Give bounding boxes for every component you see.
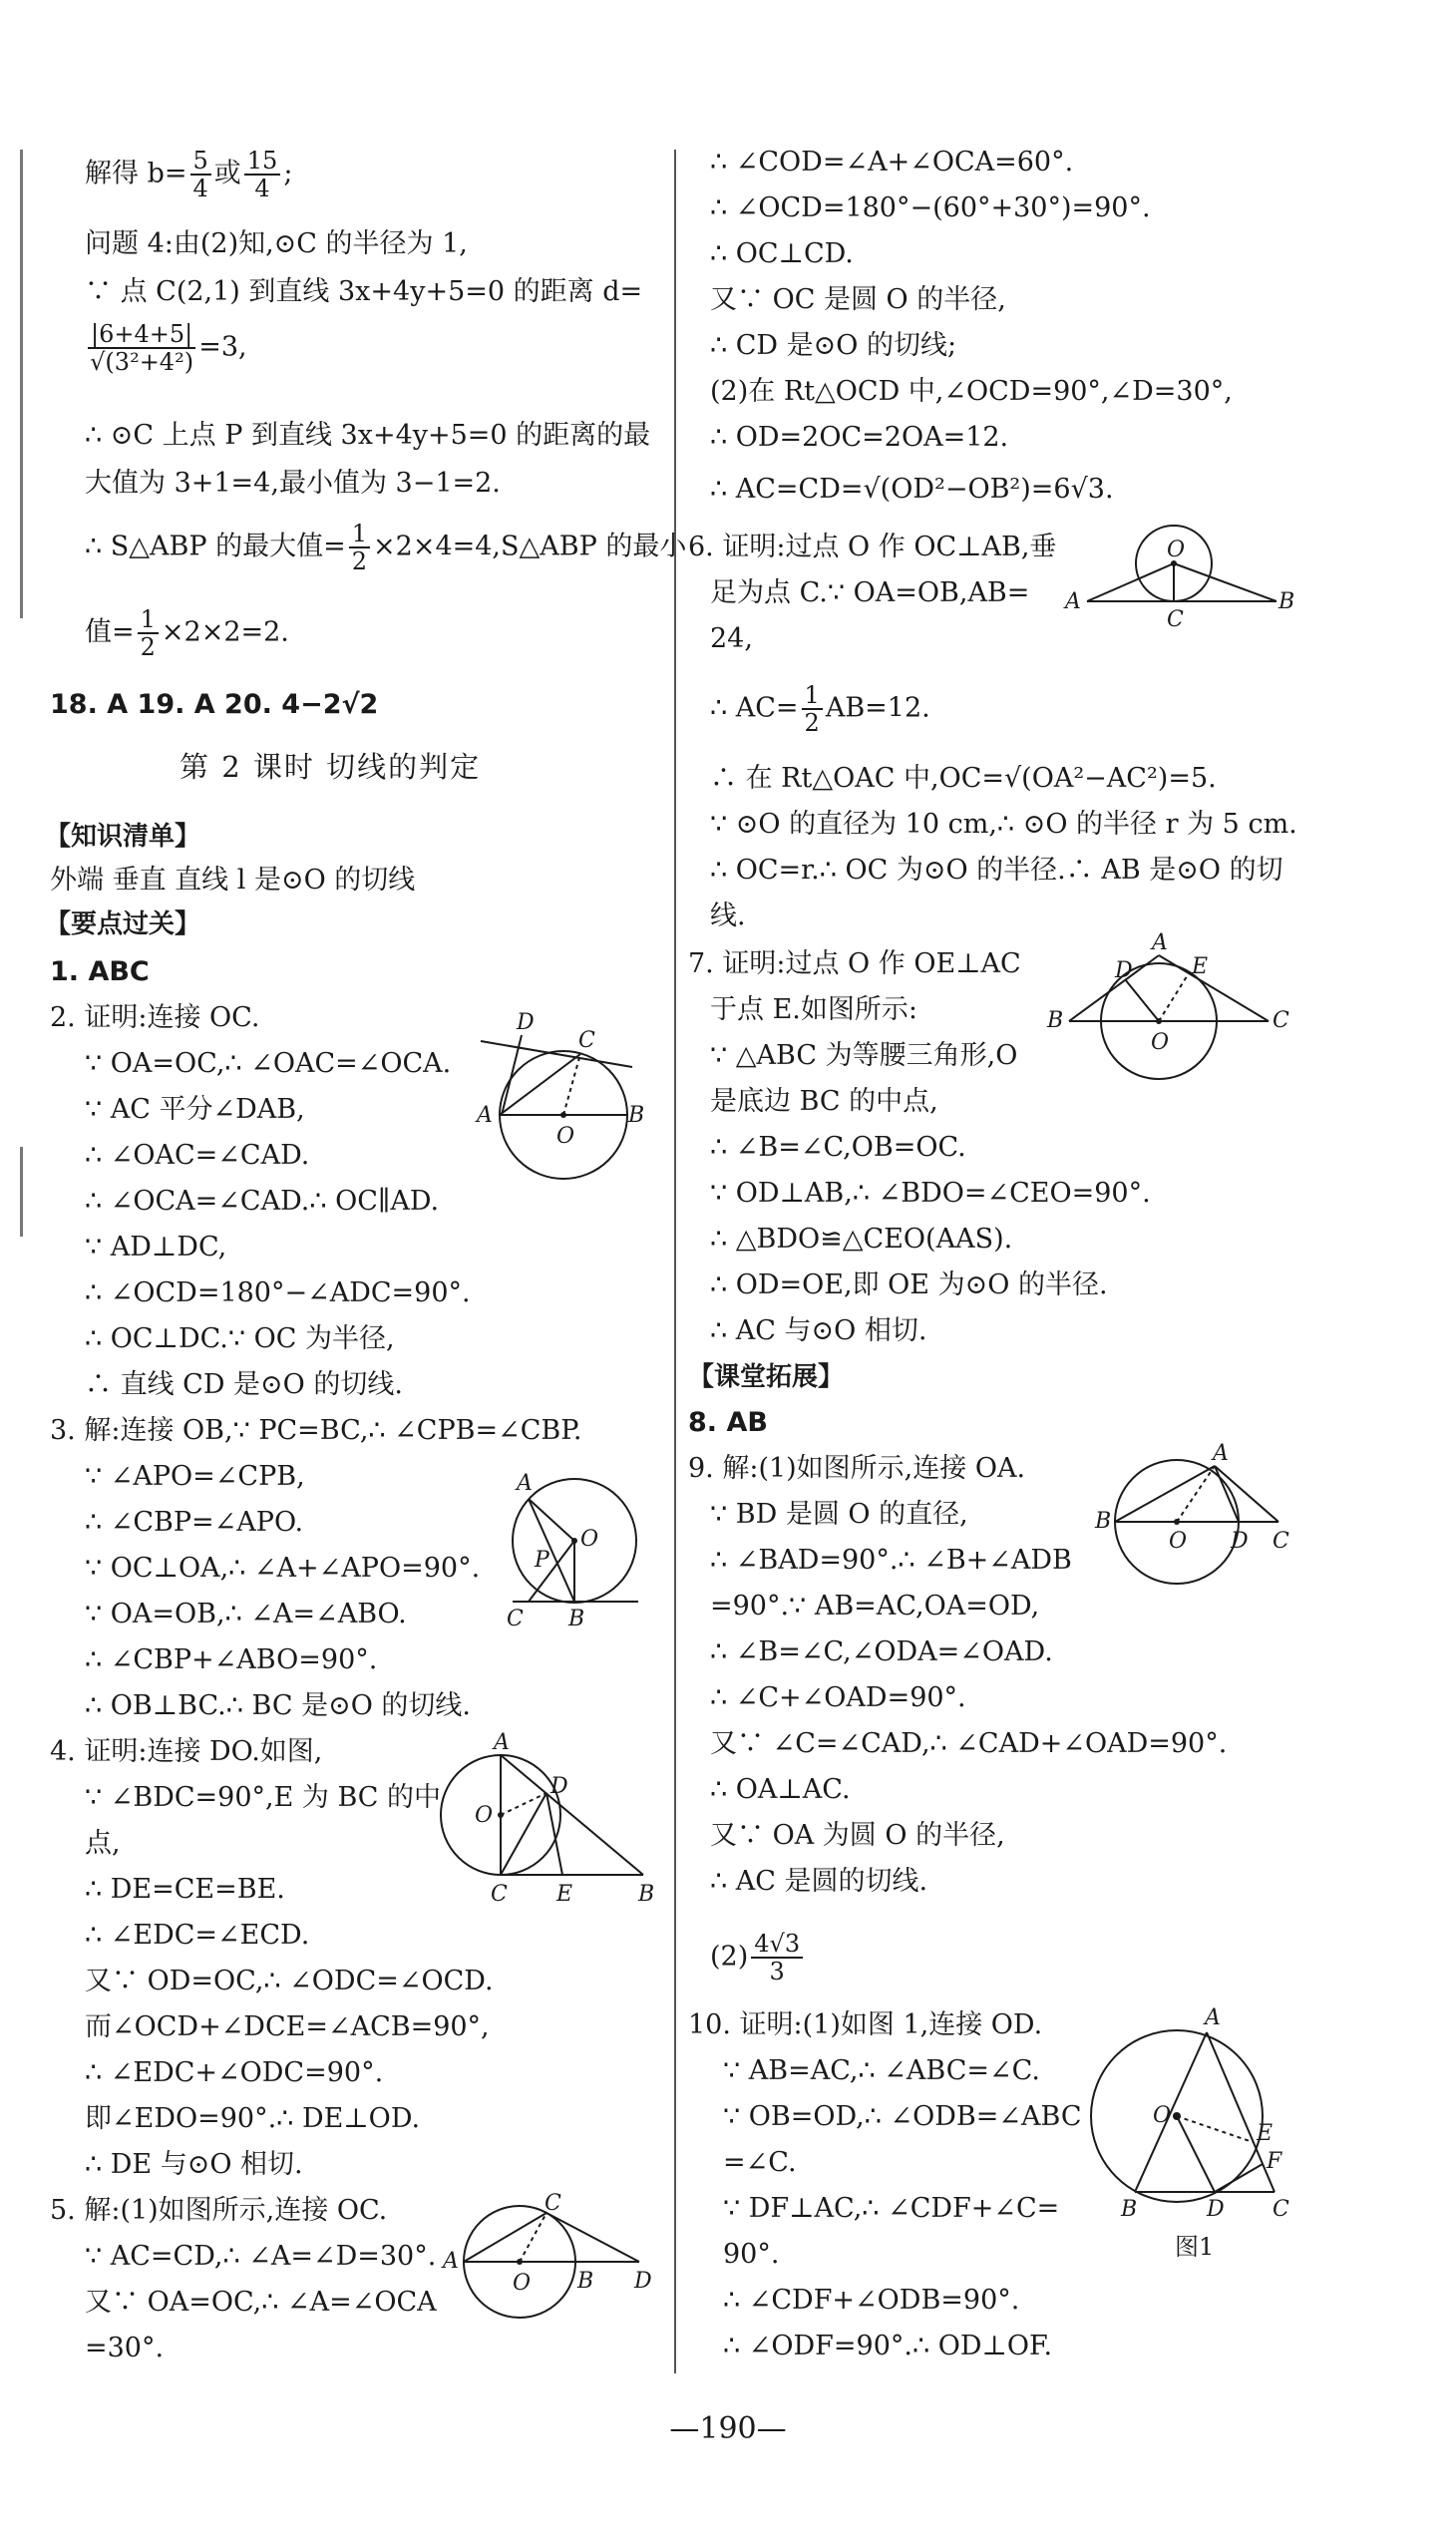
q10-line: ∵ AB=AC,∴ ∠ABC=∠C.: [723, 2055, 1040, 2086]
svg-text:B: B: [1121, 2197, 1138, 2222]
q4-line: ∴ DE=CE=BE.: [85, 1874, 285, 1905]
q9-line: 又∵ ∠C=∠CAD,∴ ∠CAD+∠OAD=90°.: [710, 1728, 1228, 1759]
figure-q5: [435, 2191, 664, 2324]
figure-q3: [489, 1466, 668, 1655]
q2-line: 2. 证明:连接 OC.: [50, 1002, 260, 1033]
svg-text:D: D: [1231, 1529, 1249, 1554]
q6-line: ∵ ⊙O 的直径为 10 cm,∴ ⊙O 的半径 r 为 5 cm.: [710, 809, 1297, 840]
q9-line: 又∵ OA 为圆 O 的半径,: [710, 1820, 1005, 1851]
q7-line: ∵ OD⊥AB,∴ ∠BDO=∠CEO=90°.: [710, 1178, 1151, 1209]
knowledge-answer: 外端 垂直 直线 l 是⊙O 的切线: [50, 865, 416, 896]
svg-text:O: O: [1167, 538, 1186, 562]
svg-text:B: B: [568, 1607, 585, 1631]
answer-q8: 8. AB: [688, 1407, 768, 1438]
q10-line: 90°.: [723, 2239, 780, 2270]
q6-line: 线.: [710, 901, 746, 931]
q6-line: ∴ OC=r.∴ OC 为⊙O 的半径.∴ AB 是⊙O 的切: [710, 855, 1283, 886]
svg-text:D: D: [1115, 958, 1133, 983]
svg-text:O: O: [580, 1527, 599, 1552]
q2-line: ∴ 直线 CD 是⊙O 的切线.: [85, 1369, 403, 1400]
q4-line: 即∠EDO=90°.∴ DE⊥OD.: [85, 2103, 421, 2134]
figure-q7: [1037, 930, 1306, 1107]
q9-line: ∴ AC 是圆的切线.: [710, 1866, 928, 1897]
svg-text:B: B: [1095, 1509, 1112, 1534]
q4-line: 4. 证明:连接 DO.如图,: [50, 1736, 323, 1767]
svg-text:B: B: [638, 1882, 655, 1907]
svg-text:C: C: [507, 1607, 524, 1631]
q2-line: ∴ ∠OCD=180°−∠ADC=90°.: [85, 1277, 471, 1308]
page-number: —190—: [669, 2411, 787, 2446]
fraction: $\frac{1}{2}$: [802, 682, 823, 736]
q9-line: ∴ ∠B=∠C,∠ODA=∠OAD.: [710, 1636, 1053, 1667]
q4-line: 点,: [85, 1828, 121, 1859]
q9-line: ∴ OA⊥AC.: [710, 1774, 851, 1805]
q2-line: ∴ OC⊥DC.∵ OC 为半径,: [85, 1323, 395, 1354]
q5-cont-line: 又∵ OC 是圆 O 的半径,: [710, 284, 1006, 315]
q10-line: ∴ ∠ODF=90°.∴ OD⊥OF.: [723, 2331, 1053, 2361]
fraction: $\frac{|6+4+5|}{\text{√(3²+4²)}}$: [88, 321, 195, 375]
binding-edge-line: [20, 150, 23, 618]
q5-cont-line: (2)在 Rt△OCD 中,∠OCD=90°,∠D=30°,: [710, 376, 1233, 407]
q7-line: 7. 证明:过点 O 作 OE⊥AC: [688, 948, 1021, 979]
figure-q10: [1077, 2004, 1316, 2234]
q9-line: ∴ ∠BAD=90°.∴ ∠B+∠ADB: [710, 1545, 1072, 1576]
q9-line: =90°.∵ AB=AC,OA=OD,: [710, 1591, 1040, 1622]
svg-text:O: O: [1153, 2103, 1172, 2128]
figure-q9: [1087, 1441, 1306, 1584]
svg-text:O: O: [1169, 1529, 1188, 1554]
q5-line: 又∵ OA=OC,∴ ∠A=∠OCA: [85, 2287, 437, 2318]
svg-text:O: O: [475, 1803, 494, 1828]
lesson-title: 第 2 课时 切线的判定: [180, 750, 482, 784]
fraction: $\frac{1}{2}$: [349, 521, 370, 574]
q7-line: ∴ ∠B=∠C,OB=OC.: [710, 1132, 966, 1163]
svg-text:C: C: [491, 1882, 508, 1907]
q10-line: =∠C.: [723, 2147, 797, 2178]
q9-part2: (2) $\frac{4√3}{3}$: [710, 1931, 806, 1985]
q5-cont-line: ∴ CD 是⊙O 的切线;: [710, 330, 957, 361]
q5-cont-line: ∴ OD=2OC=2OA=12.: [710, 422, 1009, 453]
q3-line: ∵ ∠APO=∠CPB,: [85, 1461, 305, 1492]
svg-text:C: C: [578, 1028, 595, 1053]
q2-line: ∴ ∠OAC=∠CAD.: [85, 1140, 310, 1171]
svg-text:P: P: [535, 1548, 549, 1573]
q3-line: ∴ ∠CBP=∠APO.: [85, 1507, 304, 1538]
text-line: 问题 4:由(2)知,⊙C 的半径为 1,: [85, 228, 468, 259]
q3-line: ∴ OB⊥BC.∴ BC 是⊙O 的切线.: [85, 1690, 472, 1721]
figure-q4: [439, 1730, 658, 1915]
svg-text:C: C: [1273, 1529, 1289, 1554]
figure-caption: 图1: [1175, 2233, 1215, 2261]
section-class-extension: 【课堂拓展】: [688, 1362, 845, 1392]
svg-text:A: A: [1213, 1441, 1229, 1466]
figure-q2: [469, 1007, 668, 1187]
text-line: ∴ S△ABP 的最大值= $\frac{1}{2}$ ×2×4=4,S△ABP 的最小: [85, 520, 687, 575]
q6-line: 24,: [710, 623, 753, 654]
q5-line: ∵ AC=CD,∴ ∠A=∠D=30°.: [85, 2241, 437, 2272]
text-line: 值= $\frac{1}{2}$ ×2×2=2.: [85, 605, 289, 661]
q4-line: ∴ ∠EDC+∠ODC=90°.: [85, 2057, 384, 2088]
q4-line: 又∵ OD=OC,∴ ∠ODC=∠OCD.: [85, 1966, 494, 1996]
svg-text:E: E: [1192, 954, 1209, 979]
q3-line: 3. 解:连接 OB,∵ PC=BC,∴ ∠CPB=∠CBP.: [50, 1415, 582, 1446]
q7-line: 是底边 BC 的中点,: [710, 1086, 938, 1117]
q6-line: ∴ AC= $\frac{1}{2}$ AB=12.: [710, 681, 930, 737]
q7-line: ∵ △ABC 为等腰三角形,O: [710, 1040, 1018, 1071]
svg-text:A: A: [443, 2249, 459, 2274]
q2-line: ∴ ∠OCA=∠CAD.∴ OC∥AD.: [85, 1186, 440, 1217]
svg-text:C: C: [545, 2191, 561, 2216]
svg-text:D: D: [634, 2269, 652, 2294]
text-line: $\frac{|6+4+5|}{\text{√(3²+4²)}}$ =3,: [85, 321, 247, 375]
svg-text:O: O: [513, 2271, 532, 2296]
q10-line: ∵ OB=OD,∴ ∠ODB=∠ABC: [723, 2101, 1082, 2132]
answer-q1: 1. ABC: [50, 956, 150, 987]
q9-line: 9. 解:(1)如图所示,连接 OA.: [688, 1453, 1026, 1484]
q2-line: ∵ AD⊥DC,: [85, 1232, 227, 1263]
svg-text:B: B: [1047, 1008, 1064, 1033]
q7-line: 于点 E.如图所示:: [710, 994, 917, 1025]
q7-line: ∴ AC 与⊙O 相切.: [710, 1315, 927, 1346]
q3-line: ∵ OA=OB,∴ ∠A=∠ABO.: [85, 1599, 407, 1629]
q5-line: =30°.: [85, 2333, 165, 2363]
svg-text:C: C: [1273, 1008, 1289, 1033]
svg-text:E: E: [1257, 2121, 1274, 2146]
q3-line: ∴ ∠CBP+∠ABO=90°.: [85, 1644, 378, 1675]
fraction: $\frac{5}{4}$: [190, 148, 211, 201]
section-knowledge: 【知识清单】: [45, 822, 201, 852]
svg-text:O: O: [556, 1124, 575, 1149]
svg-text:B: B: [628, 1103, 645, 1128]
column-divider: [674, 150, 676, 2373]
q5-cont-line: ∴ AC=CD=√(OD²−OB²)=6√3.: [710, 474, 1114, 505]
fraction: $\frac{1}{2}$: [138, 606, 159, 660]
q5-line: 5. 解:(1)如图所示,连接 OC.: [50, 2195, 388, 2226]
text-line: ∵ 点 C(2,1) 到直线 3x+4y+5=0 的距离 d=: [85, 276, 643, 307]
svg-text:F: F: [1267, 2149, 1282, 2174]
svg-text:A: A: [477, 1103, 493, 1128]
q5-cont-line: ∴ OC⊥CD.: [710, 238, 854, 269]
svg-text:A: A: [1205, 2005, 1221, 2030]
q5-cont-line: ∴ ∠OCD=180°−(60°+30°)=90°.: [710, 192, 1151, 223]
q4-line: ∴ ∠EDC=∠ECD.: [85, 1920, 310, 1951]
q10-line: ∵ DF⊥AC,∴ ∠CDF+∠C=: [723, 2193, 1060, 2224]
svg-text:O: O: [1151, 1030, 1170, 1055]
svg-text:B: B: [577, 2269, 594, 2294]
svg-text:E: E: [556, 1882, 573, 1907]
q7-line: ∴ △BDO≌△CEO(AAS).: [710, 1224, 1013, 1255]
q2-line: ∵ AC 平分∠DAB,: [85, 1094, 305, 1125]
svg-text:B: B: [1278, 589, 1295, 614]
q7-line: ∴ OD=OE,即 OE 为⊙O 的半径.: [710, 1269, 1108, 1300]
q4-line: 而∠OCD+∠DCE=∠ACB=90°,: [85, 2011, 490, 2042]
q3-line: ∵ OC⊥OA,∴ ∠A+∠APO=90°.: [85, 1553, 481, 1584]
svg-text:C: C: [1167, 607, 1184, 632]
q2-line: ∵ OA=OC,∴ ∠OAC=∠OCA.: [85, 1048, 452, 1079]
text-line: 大值为 3+1=4,最小值为 3−1=2.: [85, 468, 501, 499]
fraction: $\frac{4√3}{3}$: [751, 1931, 803, 1985]
q9-line: ∴ ∠C+∠OAD=90°.: [710, 1682, 966, 1713]
q4-line: ∴ DE 与⊙O 相切.: [85, 2149, 303, 2180]
figure-q6: [1057, 519, 1316, 648]
answers-18-20: 18. A 19. A 20. 4−2√2: [50, 689, 379, 720]
q9-line: ∵ BD 是圆 O 的直径,: [710, 1499, 968, 1530]
svg-text:A: A: [1152, 930, 1168, 955]
section-key-points: 【要点过关】: [45, 909, 201, 939]
text-line: ∴ ⊙C 上点 P 到直线 3x+4y+5=0 的距离的最: [85, 420, 651, 451]
svg-text:A: A: [494, 1730, 510, 1755]
q4-line: ∵ ∠BDC=90°,E 为 BC 的中: [85, 1782, 442, 1813]
svg-text:D: D: [550, 1774, 568, 1799]
svg-text:A: A: [1065, 589, 1081, 614]
q6-line: 足为点 C.∵ OA=OB,AB=: [710, 577, 1030, 608]
svg-text:D: D: [1207, 2197, 1225, 2222]
text-line: 解得 b= $\frac{5}{4}$ 或 $\frac{15}{4}$ ;: [85, 147, 293, 202]
q10-line: ∴ ∠CDF+∠ODB=90°.: [723, 2285, 1020, 2316]
q6-line: 6. 证明:过点 O 作 OC⊥AB,垂: [688, 532, 1057, 562]
svg-text:A: A: [517, 1471, 533, 1496]
fraction: $\frac{15}{4}$: [244, 148, 281, 201]
binding-edge-line: [20, 1147, 23, 1237]
svg-text:D: D: [517, 1010, 535, 1035]
q10-line: 10. 证明:(1)如图 1,连接 OD.: [688, 2009, 1043, 2040]
q5-cont-line: ∴ ∠COD=∠A+∠OCA=60°.: [710, 147, 1074, 178]
svg-text:C: C: [1273, 2197, 1289, 2222]
q6-line: ∴ 在 Rt△OAC 中,OC=√(OA²−AC²)=5.: [710, 763, 1217, 794]
